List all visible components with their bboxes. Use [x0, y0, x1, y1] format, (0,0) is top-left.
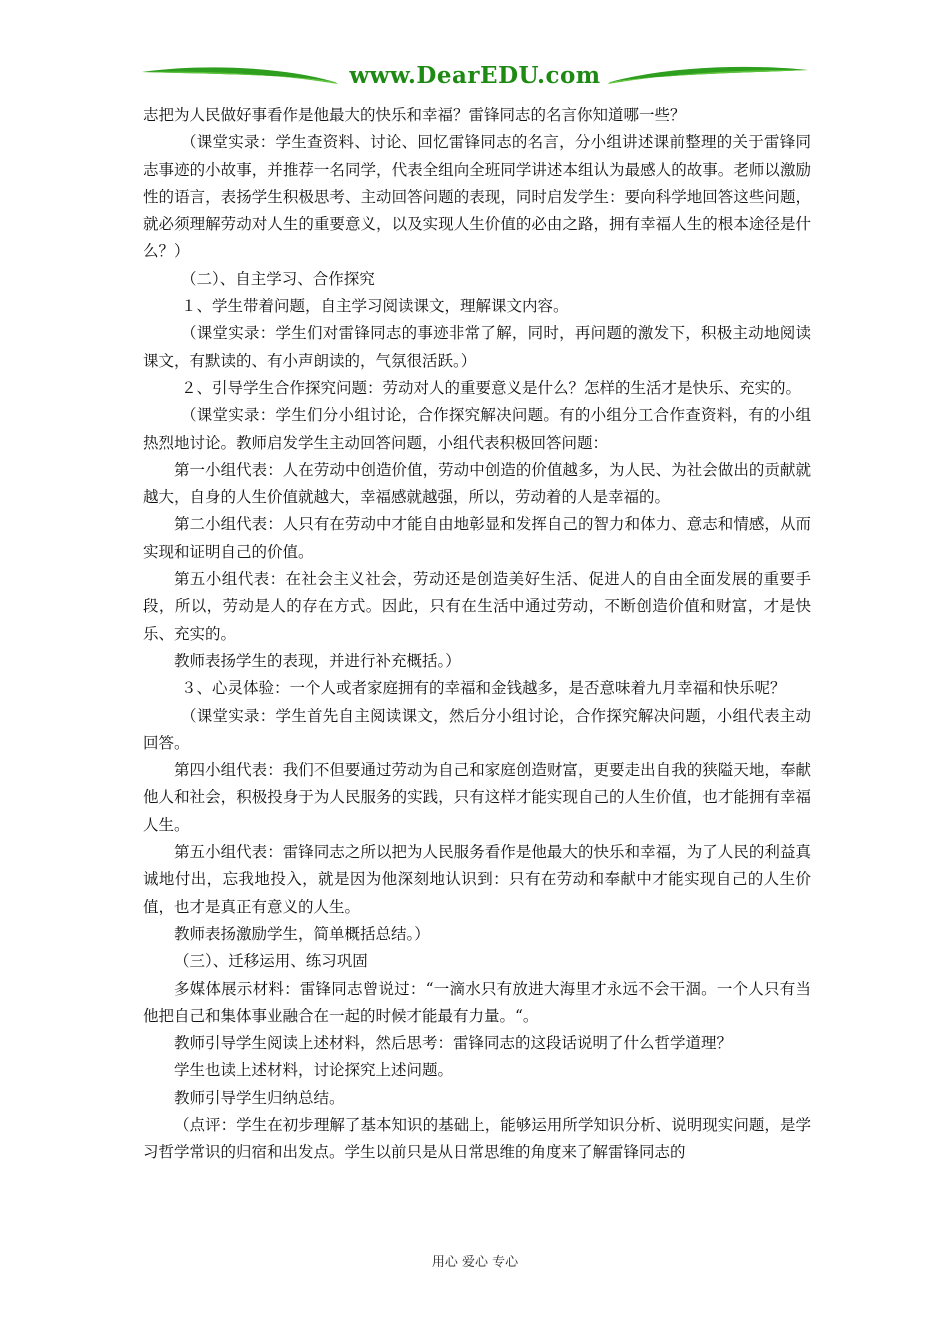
paragraph: （点评：学生在初步理解了基本知识的基础上，能够运用所学知识分析、说明现实问题，是学习哲学常识的归宿和出发点。学生以前只是从日常思维的角度来了解雷锋同志的: [143, 1115, 811, 1162]
paragraph: 第五小组代表：雷锋同志之所以把为人民服务看作是他最大的快乐和幸福，为了人民的利益真诚地付出，忘我地投入，就是因为他深刻地认识到：只有在劳动和奉献中才能实现自己的人生价值，也才是真正有意义的人生。: [143, 843, 811, 916]
paragraph: ２、引导学生合作探究问题：劳动对人的重要意义是什么？怎样的生活才是快乐、充实的。: [181, 378, 802, 397]
section-heading: （二）、自主学习、合作探究: [181, 269, 375, 288]
paragraph: 学生也读上述材料，讨论探究上述问题。: [174, 1061, 454, 1080]
paragraph: （课堂实录：学生们分小组讨论，合作探究解决问题。有的小组分工合作查资料，有的小组热烈地讨论。教师启发学生主动回答问题，小组代表积极回答问题：: [143, 406, 811, 452]
paragraph: 教师引导学生阅读上述材料，然后思考：雷锋同志的这段话说明了什么哲学道理？: [174, 1034, 733, 1053]
header-logo: [140, 60, 810, 94]
paragraph: 教师表扬激励学生，简单概括总结。）: [174, 924, 430, 943]
paragraph: 第一小组代表：人在劳动中创造价值，劳动中创造的价值越多，为人民、为社会做出的贡献就越大，自身的人生价值就越大，幸福感就越强，所以，劳动着的人是幸福的。: [143, 460, 811, 507]
paragraph: 志把为人民做好事看作是他最大的快乐和幸福？雷锋同志的名言你知道哪一些？: [143, 106, 686, 124]
paragraph: （课堂实录：学生们对雷锋同志的事迹非常了解，同时，再问题的激发下，积极主动地阅读课文，有默读的、有小声朗读的，气氛很活跃。）: [143, 324, 811, 370]
page-footer: 用心 爱心 专心: [431, 1255, 519, 1270]
body-text: [143, 102, 811, 1167]
paragraph: 多媒体展示材料：雷锋同志曾说过：“一滴水只有放进大海里才永远不会干涸。一个人只有当他把自己和集体事业融合在一起的时候才能最有力量。“。: [143, 979, 811, 1025]
logo-text: www.DearEDU.com: [349, 62, 601, 89]
paragraph: （课堂实录：学生查资料、讨论、回忆雷锋同志的名言，分小组讲述课前整理的关于雷锋同志事迹的小故事，并推荐一名同学，代表全组向全班同学讲述本组认为最感人的故事。老师以激励性的语言，表扬学生积极思考、主动回答问题的表现，同时启发学生：要向科学地回答这些问题，就必须理解劳动对人生的重要意义，以及实现人生价值的必由之路，拥有幸福人生的根本途径是什么？）: [143, 133, 811, 261]
paragraph: 第二小组代表：人只有在劳动中才能自由地彰显和发挥自己的智力和体力、意志和情感，从而实现和证明自己的价值。: [143, 515, 811, 561]
paragraph: 第四小组代表：我们不但要通过劳动为自己和家庭创造财富，更要走出自我的狭隘天地，奉献他人和社会，积极投身于为人民服务的实践，只有这样才能实现自己的人生价值，也才能拥有幸福人生。: [143, 761, 811, 834]
paragraph: 教师表扬学生的表现，并进行补充概括。）: [174, 651, 461, 670]
paragraph: （课堂实录：学生首先自主阅读课文，然后分小组讨论，合作探究解决问题，小组代表主动回答。: [143, 706, 811, 752]
paragraph: 教师引导学生归纳总结。: [174, 1088, 345, 1107]
paragraph: ３、心灵体验：一个人或者家庭拥有的幸福和金钱越多，是否意味着九月幸福和快乐呢？: [181, 679, 786, 698]
section-heading: （三）、迁移运用、练习巩固: [174, 952, 368, 971]
paragraph: １、学生带着问题，自主学习阅读课文，理解课文内容。: [181, 297, 569, 316]
paragraph: 第五小组代表：在社会主义社会，劳动还是创造美好生活、促进人的自由全面发展的重要手段，所以，劳动是人的存在方式。因此，只有在生活中通过劳动，不断创造价值和财富，才是快乐、充实的。: [143, 570, 811, 643]
